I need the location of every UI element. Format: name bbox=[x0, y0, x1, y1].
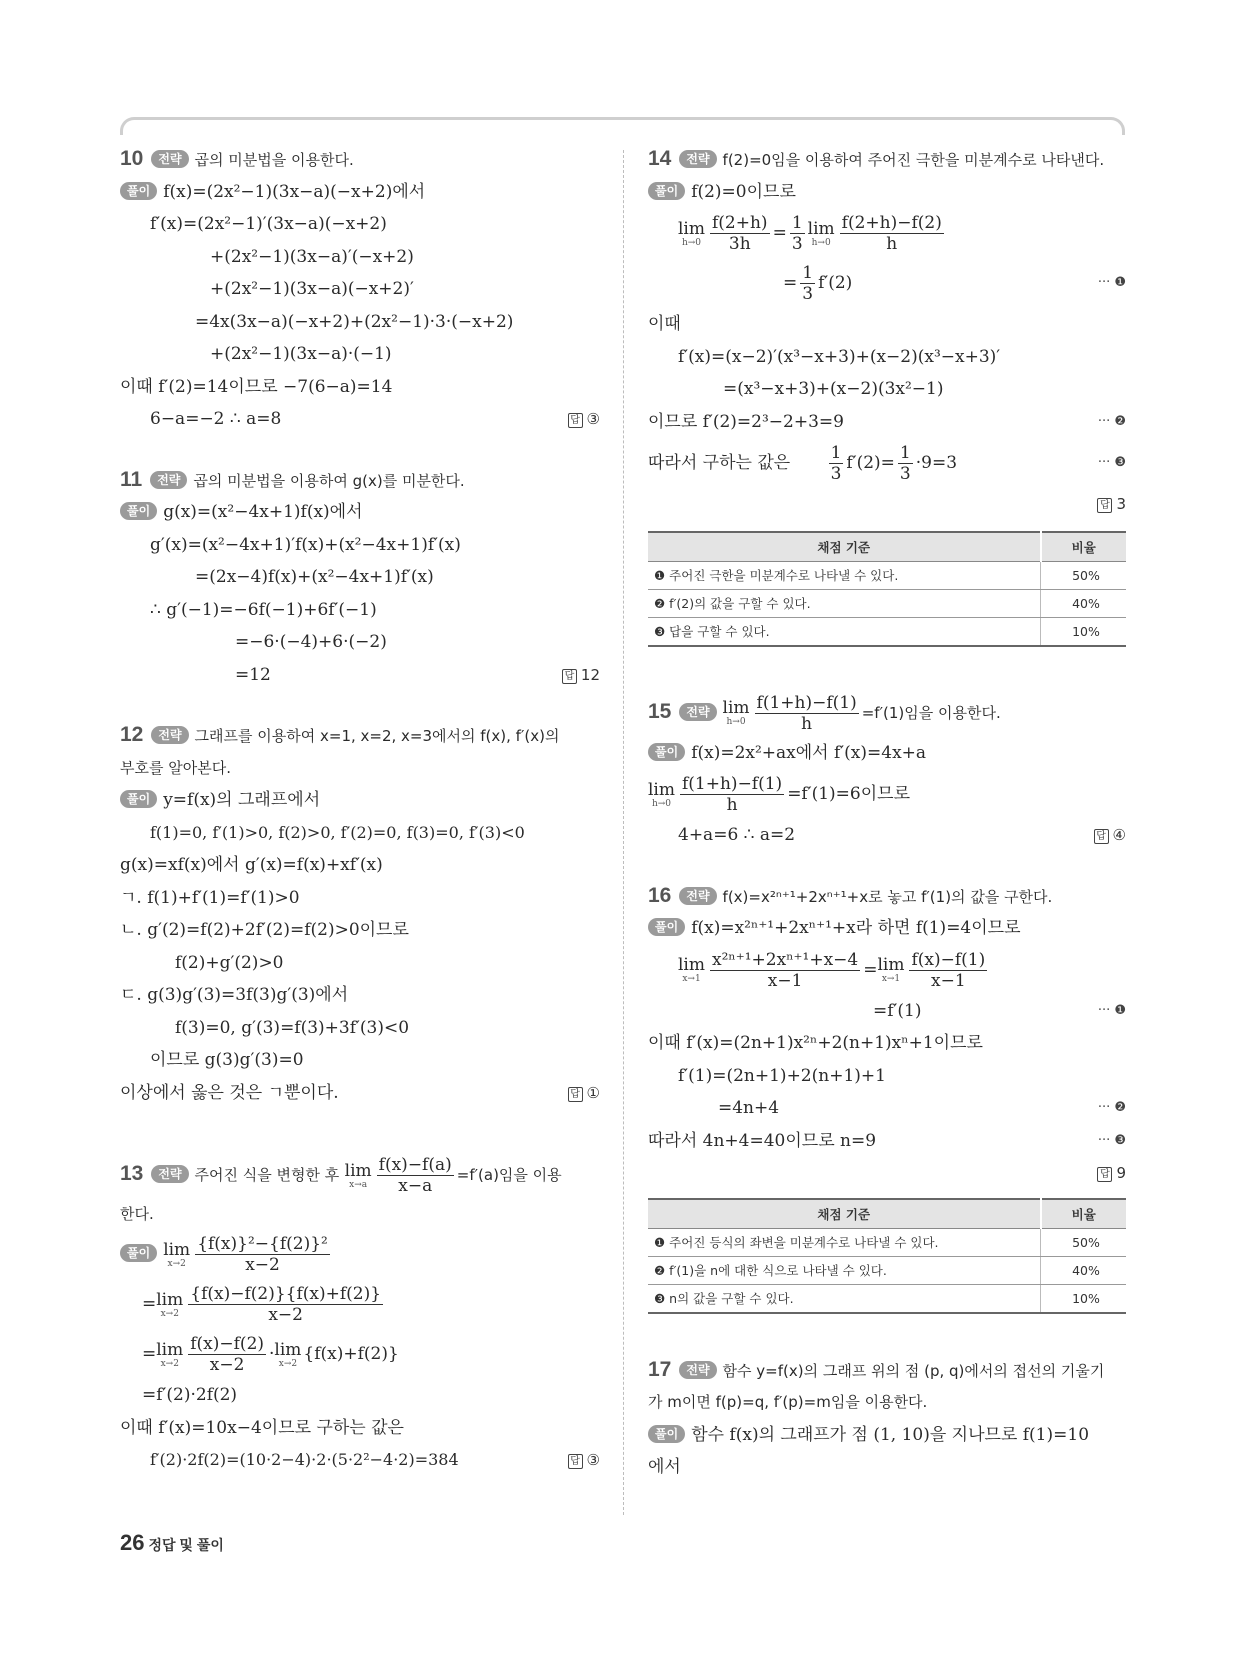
strategy-tag: 전략 bbox=[679, 1361, 716, 1379]
p16-line2: lim x→1 $\frac{\text{x²ⁿ⁺¹+2xⁿ⁺¹+x−4}}{x-1}$ =lim x→1 $\frac{f(x)-f(1)}{x-1}$ bbox=[678, 949, 986, 991]
p11-line4: ∴ g′(−1)=−6f(−1)+6f′(−1) bbox=[150, 599, 377, 620]
page-number: 26 bbox=[120, 1530, 145, 1555]
p17-strategy-cont: 가 m이면 f(p)=q, f′(p)=m임을 이용한다. bbox=[648, 1393, 928, 1411]
p16-answer-line bbox=[648, 1157, 1126, 1190]
strategy-tag: 전략 bbox=[679, 703, 716, 721]
p16-line3: =f′(1) ··· ❶ bbox=[648, 995, 1126, 1028]
p13-strategy: 13 전략 주어진 식을 변형한 후 lim x→a $\frac{f(x)-f(a)}{x-a}$ =f′(a)임을 이용 bbox=[120, 1155, 562, 1196]
answer: 답 ① bbox=[568, 1077, 600, 1110]
grading-table: 채점 기준 비율 ❶ 주어진 등식의 좌변을 미분계수로 나타낼 수 있다. 50% ❷ f′(1)을 n에 대한 식으로 나타낼 수 있다. 40% ❸ n의 값을 구할 수 있다. 10% bbox=[648, 1198, 1126, 1314]
p15-line2: lim h→0 $\frac{f(1+h)-f(1)}{h}$ =f′(1)=6이므로 bbox=[648, 774, 910, 815]
limit-operator: lim x→2 bbox=[156, 1289, 184, 1319]
p10-line7: 이때 f′(2)=14이므로 −7(6−a)=14 bbox=[120, 376, 393, 397]
strategy-text: f(2)=0임을 이용하여 주어진 극한을 미분계수로 나타낸다. bbox=[722, 151, 1105, 169]
strategy-tag: 전략 bbox=[151, 726, 188, 744]
p14-line1: 풀이 f(2)=0이므로 bbox=[648, 176, 1126, 209]
fraction: $\frac{f(x)-f(a)}{x-a}$ bbox=[378, 1155, 452, 1196]
p17-line1: 풀이 함수 f(x)의 그래프가 점 (1, 10)을 지나므로 f(1)=10 bbox=[648, 1419, 1126, 1452]
p10-line3: +(2x²−1)(3x−a)′(−x+2) bbox=[210, 246, 414, 267]
solution-tag: 풀이 bbox=[120, 502, 157, 520]
p14-answer-line bbox=[648, 488, 1126, 521]
solution-tag: 풀이 bbox=[648, 1425, 685, 1443]
p14-line7: 이므로 f′(2)=2³−2+3=9 ··· ❷ bbox=[648, 406, 1126, 439]
fraction: $\frac{1}{3}$ bbox=[802, 263, 814, 304]
problem-number: 11 bbox=[120, 467, 143, 491]
strategy-text: 곱의 미분법을 이용한다. bbox=[194, 151, 354, 169]
fraction: $\frac{\text{x²ⁿ⁺¹+2xⁿ⁺¹+x−4}}{x-1}$ bbox=[712, 949, 859, 991]
solution-tag: 풀이 bbox=[648, 918, 685, 936]
strategy-tag: 전략 bbox=[679, 887, 716, 905]
limit-operator: lim x→a bbox=[344, 1160, 372, 1190]
strategy-text: 그래프를 이용하여 x=1, x=2, x=3에서의 f(x), f′(x)의 bbox=[194, 727, 560, 745]
step-marker: ··· ❷ bbox=[1097, 1100, 1126, 1115]
problem-number: 10 bbox=[120, 147, 144, 170]
p16-line1: 풀이 f(x)=x²ⁿ⁺¹+2xⁿ⁺¹+x라 하면 f(1)=4이므로 bbox=[648, 912, 1126, 945]
p13-line4: =f′(2)·2f(2) bbox=[142, 1385, 238, 1405]
p10-line8: 6−a=−2 ∴ a=8 답 ③ bbox=[120, 403, 600, 436]
table-row: ❸ 답을 구할 수 있다. 10% bbox=[648, 617, 1126, 646]
fraction: $\frac{\text{\{f(x)\}²−\{f(2)\}²}}{x-2}$ bbox=[197, 1234, 328, 1275]
p13-line6: f′(2)·2f(2)=(10·2−4)·2·(5·2²−4·2)=384 답 ③ bbox=[120, 1444, 600, 1477]
limit-operator: lim x→2 bbox=[156, 1339, 184, 1369]
fraction: $\frac{1}{3}$ bbox=[899, 443, 911, 484]
limit-operator: lim h→0 bbox=[722, 698, 750, 727]
p16-line6: =4n+4 ··· ❷ bbox=[648, 1092, 1126, 1125]
strategy-text: 주어진 식을 변형한 후 bbox=[194, 1166, 340, 1184]
limit-operator: lim h→0 bbox=[807, 218, 835, 248]
p16-strategy bbox=[648, 880, 1126, 913]
problem-number: 17 bbox=[648, 1357, 672, 1381]
p11-line5: =−6·(−4)+6·(−2) bbox=[235, 632, 387, 652]
p15-strategy bbox=[648, 687, 1126, 737]
fraction: $\frac{f(x)-f(1)}{x-1}$ bbox=[911, 949, 986, 991]
answer: 답 3 bbox=[1097, 488, 1126, 521]
p10-line5: =4x(3x−a)(−x+2)+(2x²−1)·3·(−x+2) bbox=[195, 311, 514, 332]
fraction: $\frac{1}{3}$ bbox=[791, 213, 803, 254]
limit-operator: lim x→2 bbox=[163, 1239, 191, 1269]
table-row: ❷ f′(1)을 n에 대한 식으로 나타낼 수 있다. 40% bbox=[648, 1256, 1126, 1284]
step-marker: ··· ❶ bbox=[1097, 275, 1126, 290]
p13-line5: 이때 f′(x)=10x−4이므로 구하는 값은 bbox=[120, 1417, 404, 1438]
page-footer bbox=[120, 1530, 224, 1556]
p12-strategy-cont: 부호를 알아본다. bbox=[120, 758, 231, 777]
p12-line1: 풀이 y=f(x)의 그래프에서 bbox=[120, 784, 600, 817]
answer: 답 9 bbox=[1097, 1157, 1126, 1190]
strategy-tag: 전략 bbox=[150, 471, 187, 489]
table-row: ❶ 주어진 등식의 좌변을 미분계수로 나타낼 수 있다. 50% bbox=[648, 1228, 1126, 1256]
p15-line1: 풀이 f(x)=2x²+ax에서 f′(x)=4x+a bbox=[648, 737, 1126, 770]
fraction: $\frac{f(x)-f(2)}{x-2}$ bbox=[190, 1334, 265, 1375]
solution-tag: 풀이 bbox=[120, 790, 157, 808]
p10-line2: f′(x)=(2x²−1)′(3x−a)(−x+2) bbox=[150, 214, 387, 234]
strategy-text: f(x)=x²ⁿ⁺¹+2xⁿ⁺¹+x로 놓고 f′(1)의 값을 구한다. bbox=[722, 887, 1053, 906]
p13-line3: =lim x→2 $\frac{f(x)-f(2)}{x-2}$ ·lim x→2 {f(x)+f(2)} bbox=[142, 1334, 399, 1375]
p12-line9: 이므로 g(3)g′(3)=0 bbox=[150, 1050, 304, 1070]
p14-line3: = $\frac{1}{3}$ f′(2) ··· ❶ bbox=[648, 258, 1126, 308]
p11-strategy bbox=[120, 464, 600, 497]
problem-number: 12 bbox=[120, 723, 144, 746]
strategy-text: 함수 y=f(x)의 그래프 위의 점 (p, q)에서의 접선의 기울기 bbox=[722, 1361, 1105, 1380]
p10-line1: 풀이 f(x)=(2x²−1)(3x−a)(−x+2)에서 bbox=[120, 176, 600, 209]
problem-number: 13 bbox=[120, 1162, 144, 1185]
limit-operator: lim x→2 bbox=[274, 1339, 302, 1369]
p11-line1: 풀이 g(x)=(x²−4x+1)f(x)에서 bbox=[120, 496, 600, 529]
p11-line3: =(2x−4)f(x)+(x²−4x+1)f′(x) bbox=[195, 567, 434, 587]
limit-operator: lim x→1 bbox=[877, 955, 905, 984]
strategy-text: =f′(1)임을 이용한다. bbox=[861, 703, 1001, 722]
grading-table: 채점 기준 비율 ❶ 주어진 극한을 미분계수로 나타낼 수 있다. 50% ❷ f′(2)의 값을 구할 수 있다. 40% ❸ 답을 구할 수 있다. 10% bbox=[648, 531, 1126, 647]
p13-line2: =lim x→2 $\frac{\{f(x)-f(2)\}\{f(x)+f(2)\}}{x-2}$ bbox=[142, 1284, 382, 1325]
answer: 답 ③ bbox=[568, 403, 600, 436]
step-marker: ··· ❷ bbox=[1097, 413, 1126, 429]
p10-line4: +(2x²−1)(3x−a)(−x+2)′ bbox=[210, 279, 414, 299]
footer-label: 정답 및 풀이 bbox=[148, 1537, 224, 1553]
table-row: ❶ 주어진 극한을 미분계수로 나타낼 수 있다. 50% bbox=[648, 561, 1126, 589]
p12-line8: f(3)=0, g′(3)=f(3)+3f′(3)<0 bbox=[175, 1017, 410, 1038]
p10-line6: +(2x²−1)(3x−a)·(−1) bbox=[210, 344, 392, 364]
p14-line2: lim h→0 $\frac{f(2+h)}{3h}$ = $\frac{1}{3}$ lim h→0 $\frac{f(2+h)-f(2)}{h}$ bbox=[678, 213, 942, 254]
step-marker: ··· ❸ bbox=[1097, 1132, 1126, 1148]
strategy-tag: 전략 bbox=[151, 1165, 188, 1183]
p11-line2: g′(x)=(x²−4x+1)′f(x)+(x²−4x+1)f′(x) bbox=[150, 534, 461, 555]
p10-strategy bbox=[120, 143, 600, 176]
solution-tag: 풀이 bbox=[648, 743, 685, 761]
p12-line10: 이상에서 옳은 것은 ㄱ뿐이다. 답 ① bbox=[120, 1077, 600, 1110]
p16-line7: 따라서 4n+4=40이므로 n=9 ··· ❸ bbox=[648, 1125, 1126, 1158]
fraction: $\frac{1}{3}$ bbox=[830, 443, 842, 484]
problem-number: 16 bbox=[648, 883, 672, 907]
problem-number: 15 bbox=[648, 699, 672, 723]
top-border bbox=[120, 117, 1125, 135]
p15-line3: 4+a=6 ∴ a=2 답 ④ bbox=[648, 819, 1126, 852]
right-column bbox=[648, 143, 1126, 1484]
p12-line5: ㄴ. g′(2)=f(2)+2f′(2)=f(2)>0이므로 bbox=[120, 920, 409, 940]
problem-number: 14 bbox=[648, 147, 672, 170]
table-row: ❷ f′(2)의 값을 구할 수 있다. 40% bbox=[648, 589, 1126, 617]
table-row: ❸ n의 값을 구할 수 있다. 10% bbox=[648, 1284, 1126, 1313]
p14-line8: 따라서 구하는 값은 $\frac{1}{3}$ f′(2)= $\frac{1}{3}$ ·9=3 ··· ❸ bbox=[648, 438, 1126, 488]
limit-operator: lim h→0 bbox=[678, 218, 705, 248]
answer: 답 ④ bbox=[1094, 819, 1126, 852]
solution-tag: 풀이 bbox=[120, 1244, 157, 1262]
p12-line6: f(2)+g′(2)>0 bbox=[175, 952, 284, 973]
p13-line1 bbox=[120, 1229, 600, 1279]
limit-operator: lim x→1 bbox=[678, 955, 705, 984]
p12-line4: ㄱ. f(1)+f′(1)=f′(1)>0 bbox=[120, 887, 300, 908]
p12-strategy bbox=[120, 719, 600, 752]
strategy-text: 곱의 미분법을 이용하여 g(x)를 미분한다. bbox=[193, 471, 465, 490]
solution-tag: 풀이 bbox=[648, 182, 685, 200]
p14-line4: 이때 bbox=[648, 314, 681, 334]
answer: 답 12 bbox=[562, 659, 600, 692]
limit-operator: lim h→0 bbox=[648, 779, 675, 809]
step-marker: ··· ❸ bbox=[1097, 455, 1126, 470]
left-column bbox=[120, 143, 600, 1477]
p13-strategy-cont: 한다. bbox=[120, 1205, 154, 1223]
fraction: $\frac{f(1+h)-f(1)}{h}$ bbox=[682, 774, 783, 815]
column-divider bbox=[623, 150, 624, 1515]
strategy-tag: 전략 bbox=[151, 150, 188, 168]
p17-line2: 에서 bbox=[648, 1457, 681, 1477]
p11-line6: =12 답 12 bbox=[120, 659, 600, 692]
strategy-tag: 전략 bbox=[679, 150, 716, 168]
answer: 답 ③ bbox=[568, 1444, 600, 1477]
fraction: $\frac{f(1+h)-f(1)}{h}$ bbox=[756, 692, 857, 734]
p12-line7: ㄷ. g(3)g′(3)=3f(3)g′(3)에서 bbox=[120, 985, 349, 1005]
step-marker: ··· ❶ bbox=[1097, 1002, 1126, 1018]
p12-line3: g(x)=xf(x)에서 g′(x)=f(x)+xf′(x) bbox=[120, 855, 383, 875]
p12-line2: f(1)=0, f′(1)>0, f(2)>0, f′(2)=0, f(3)=0, f′(3)<0 bbox=[150, 822, 525, 842]
fraction: $\frac{f(2+h)}{3h}$ bbox=[712, 213, 768, 254]
fraction: $\frac{f(2+h)-f(2)}{h}$ bbox=[841, 213, 942, 254]
solution-tag: 풀이 bbox=[120, 182, 157, 200]
p14-line5: f′(x)=(x−2)′(x³−x+3)+(x−2)(x³−x+3)′ bbox=[678, 346, 1001, 367]
p14-strategy bbox=[648, 143, 1126, 176]
p17-strategy bbox=[648, 1354, 1126, 1387]
p16-line4: 이때 f′(x)=(2n+1)x²ⁿ+2(n+1)xⁿ+1이므로 bbox=[648, 1033, 983, 1053]
fraction: $\frac{\{f(x)-f(2)\}\{f(x)+f(2)\}}{x-2}$ bbox=[190, 1284, 382, 1325]
p16-line5: f′(1)=(2n+1)+2(n+1)+1 bbox=[678, 1065, 886, 1086]
p14-line6: =(x³−x+3)+(x−2)(3x²−1) bbox=[723, 379, 944, 399]
